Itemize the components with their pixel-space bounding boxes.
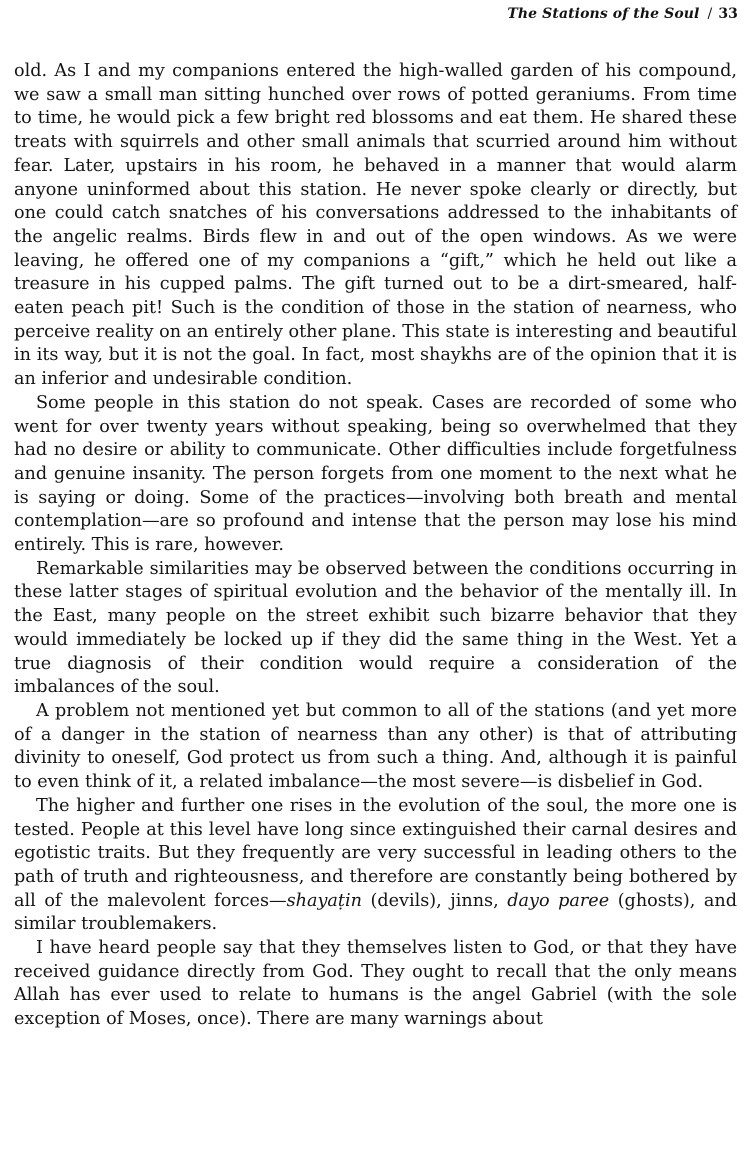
term-shayatin: shayaṭin: [286, 890, 362, 911]
page-number: 33: [718, 6, 738, 22]
running-head: [507, 6, 738, 22]
paragraph-5: [14, 795, 737, 937]
paragraph-1: old. As I and my companions entered the high-walled garden of his compound, we saw a small man sitting hunched over rows of potted geraniums. From time to time, he would pick a few bright red blossoms and eat them. He shared these treats with squirrels and other small animals that scurried around him without fear. Later, upstairs in his room, he behaved in a manner that would alarm anyone uninformed about this station. He never spoke clearly or directly, but one could catch snatches of his conversations addressed to the inhabitants of the angelic realms. Birds flew in and out of the open windows. As we were leaving, he offered one of my companions a “gift,” which he held out like a treasure in his cupped palms. The gift turned out to be a dirt-smeared, half-eaten peach pit! Such is the condition of those in the station of nearness, who perceive reality on an entirely other plane. This state is interesting and beautiful in its way, but it is not the goal. In fact, most shaykhs are of the opinion that it is an inferior and undesirable condition.: [14, 61, 737, 390]
header-separator: /: [707, 6, 713, 22]
paragraph-5-text-b: (devils), jinns,: [361, 890, 508, 911]
chapter-title: The Stations of the Soul: [507, 6, 700, 22]
body-text: [14, 60, 737, 1032]
term-dayo-paree: dayo paree: [507, 890, 610, 911]
paragraph-6: I have heard people say that they themselves listen to God, or that they have received guidance directly from God. They ought to recall that the only means Allah has ever used to relate to humans is the angel Gabriel (with the sole exception of Moses, once). There are many warnings about: [14, 938, 737, 1030]
paragraph-2: Some people in this station do not speak. Cases are recorded of some who went for over twenty years without speaking, being so overwhelmed that they had no desire or ability to communicate. Other difficulties include forgetfulness and genuine insanity. The person forgets from one moment to the next what he is saying or doing. Some of the practices—involving both breath and mental contemplation—are so profound and intense that the person may lose his mind entirely. This is rare, however.: [14, 392, 737, 556]
paragraph-4: A problem not mentioned yet but common to all of the stations (and yet more of a danger in the station of nearness than any other) is that of attributing divinity to oneself, God protect us from such a thing. And, although it is painful to even think of it, a related imbalance—the most severe—is disbelief in God.: [14, 700, 737, 793]
paragraph-5-text-a: The higher and further one rises in the evolution of the soul, the more one is tested. People at this level have long since extinguished their carnal desires and egotistic traits. But they frequently are very successful in leading others to the path of truth and righteousness, and therefore are constantly being bothered by all of the malevolent forces—: [14, 795, 737, 911]
paragraph-5-text-c: (ghosts), and similar troublemakers.: [14, 890, 737, 935]
paragraph-3: Remarkable similarities may be observed between the conditions occurring in these latter stages of spiritual evolution and the behavior of the mentally ill. In the East, many people on the street exhibit such bizarre behavior that they would immediately be locked up if they did the same thing in the West. Yet a true diagnosis of their condition would require a consideration of the imbalances of the soul.: [14, 558, 737, 698]
